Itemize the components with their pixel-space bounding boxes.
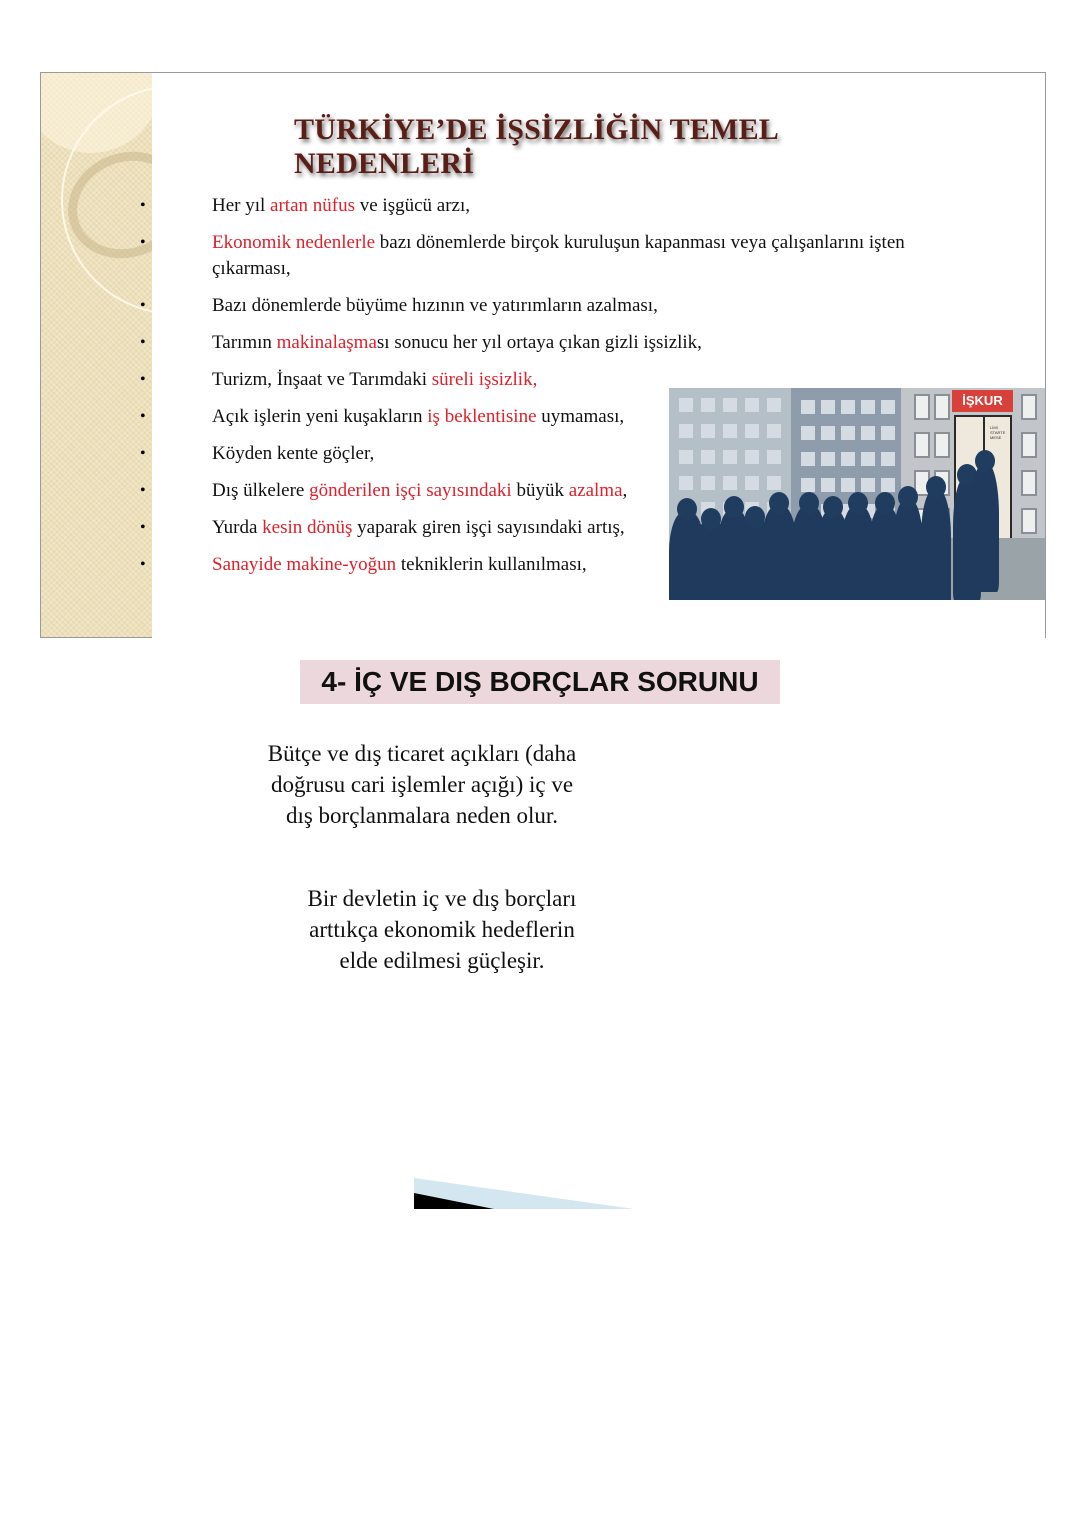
person-figure <box>921 490 951 600</box>
window <box>701 450 715 464</box>
title-line-2: NEDENLERİ <box>294 147 475 180</box>
bullet-text: büyük <box>511 480 569 501</box>
person-head <box>898 486 918 508</box>
bullet-dot-icon: • <box>140 408 146 425</box>
person-head <box>724 496 744 518</box>
window <box>861 452 875 466</box>
slide-title <box>294 113 779 181</box>
window <box>801 426 815 440</box>
bullet-item <box>41 293 1046 319</box>
paragraph-line: dış borçlanmalara neden olur. <box>285 803 559 828</box>
bullet-item <box>41 230 1046 282</box>
iskur-queue-illustration <box>669 388 1046 600</box>
bullet-text: sı sonucu her yıl ortaya çıkan gizli işsizlik, <box>376 332 702 353</box>
bullet-dot-icon: • <box>140 519 146 536</box>
window <box>841 452 855 466</box>
person-head <box>848 492 868 514</box>
person-figure <box>971 464 999 592</box>
bullet-text: Yurda <box>212 517 263 538</box>
bullet-dot-icon: • <box>140 371 146 388</box>
window <box>679 450 693 464</box>
bullet-text: Köyden kente göçler, <box>212 443 375 464</box>
window <box>914 432 930 458</box>
window <box>745 398 759 412</box>
window <box>767 398 781 412</box>
bullet-item <box>41 193 1046 219</box>
highlighted-text: kesin dönüş <box>262 517 353 538</box>
window <box>1021 432 1037 458</box>
window <box>701 476 715 490</box>
bullet-text: yaparak giren işçi sayısındaki artış, <box>352 517 625 538</box>
highlighted-text: iş beklentisine <box>427 406 537 427</box>
bullet-text: tekniklerin kullanılması, <box>396 554 587 575</box>
highlighted-text: Ekonomik nedenlerle <box>212 232 376 253</box>
window <box>701 398 715 412</box>
window <box>767 424 781 438</box>
window <box>701 424 715 438</box>
window <box>767 476 781 490</box>
window <box>861 478 875 492</box>
highlighted-text: artan nüfus <box>270 195 355 216</box>
section-heading: 4- İÇ VE DIŞ BORÇLAR SORUNU <box>300 660 780 704</box>
bullet-dot-icon: • <box>140 334 146 351</box>
window <box>745 450 759 464</box>
bullet-text: Açık işlerin yeni kuşakların <box>212 406 428 427</box>
window <box>1021 470 1037 496</box>
window <box>934 432 950 458</box>
window <box>861 426 875 440</box>
bullet-dot-icon: • <box>140 297 146 314</box>
window <box>821 400 835 414</box>
paragraph-line: Bütçe ve dış ticaret açıkları (daha <box>267 741 577 766</box>
paragraph-line: arttıkça ekonomik hedeflerin <box>309 917 575 942</box>
bullet-text: , <box>622 480 628 501</box>
window <box>801 478 815 492</box>
bullet-text: uymaması, <box>536 406 625 427</box>
person-head <box>769 492 789 514</box>
paragraph-debts <box>262 883 622 976</box>
window <box>821 452 835 466</box>
bullet-dot-icon: • <box>140 556 146 573</box>
bullet-text: bazı dönemlerde birçok kuruluşun kapanması veya çalışanlarını işten <box>375 232 905 253</box>
person-head <box>926 476 946 498</box>
highlighted-text: makinalaşma <box>276 332 377 353</box>
window <box>821 426 835 440</box>
window <box>881 478 895 492</box>
window <box>767 450 781 464</box>
bullet-dot-icon: • <box>140 482 146 499</box>
window <box>841 400 855 414</box>
window <box>881 426 895 440</box>
bullet-dot-icon: • <box>140 197 146 214</box>
bullet-text: ve işgücü arzı, <box>355 195 471 216</box>
bullet-text: Turizm, İnşaat ve Tarımdaki <box>212 369 432 390</box>
bullet-text: Bazı dönemlerde büyüme hızının ve yatırımların azalması, <box>212 295 658 316</box>
paragraph-deficits <box>222 738 622 831</box>
window <box>934 394 950 420</box>
person-head <box>677 498 697 520</box>
window <box>723 424 737 438</box>
decorative-wedge <box>414 1178 634 1209</box>
window <box>745 476 759 490</box>
slide-unemployment-causes <box>40 72 1046 638</box>
window <box>745 424 759 438</box>
window <box>821 478 835 492</box>
window <box>1021 508 1037 534</box>
person-head <box>975 450 995 472</box>
paragraph-line: doğrusu cari işlemler açığı) iç ve <box>270 772 574 797</box>
title-line-1: TÜRKİYE’DE İŞSİZLİĞİN TEMEL <box>294 113 779 146</box>
window <box>723 476 737 490</box>
window <box>679 424 693 438</box>
bullet-item <box>41 330 1046 356</box>
window <box>1021 394 1037 420</box>
paragraph-line: elde edilmesi güçleşir. <box>339 948 545 973</box>
person-head <box>823 496 843 518</box>
bullet-text: Tarımın <box>212 332 277 353</box>
highlighted-text: süreli işsizlik, <box>431 369 538 390</box>
highlighted-text: gönderilen işçi sayısındaki <box>309 480 512 501</box>
window <box>841 426 855 440</box>
window <box>679 476 693 490</box>
bullet-dot-icon: • <box>140 234 146 251</box>
bullet-text: Dış ülkelere <box>212 480 310 501</box>
window <box>914 394 930 420</box>
bullet-text: Her yıl <box>212 195 271 216</box>
door-note: LİMİ STARTE MESE <box>990 425 1006 440</box>
window <box>881 452 895 466</box>
window <box>841 478 855 492</box>
window <box>723 450 737 464</box>
person-head <box>875 492 895 514</box>
paragraph-line: Bir devletin iç ve dış borçları <box>307 886 577 911</box>
person-figure <box>893 500 923 600</box>
person-head <box>701 508 721 530</box>
window <box>723 398 737 412</box>
highlighted-text: Sanayide makine-yoğun <box>212 554 397 575</box>
person-head <box>745 506 765 528</box>
highlighted-text: azalma <box>568 480 623 501</box>
window <box>881 400 895 414</box>
window <box>801 400 815 414</box>
slide-border <box>41 637 152 638</box>
window <box>861 400 875 414</box>
person-head <box>799 492 819 514</box>
bullet-dot-icon: • <box>140 445 146 462</box>
window <box>801 452 815 466</box>
iskur-sign: İŞKUR <box>952 390 1013 412</box>
bullet-text: çıkarması, <box>212 258 291 279</box>
window <box>679 398 693 412</box>
